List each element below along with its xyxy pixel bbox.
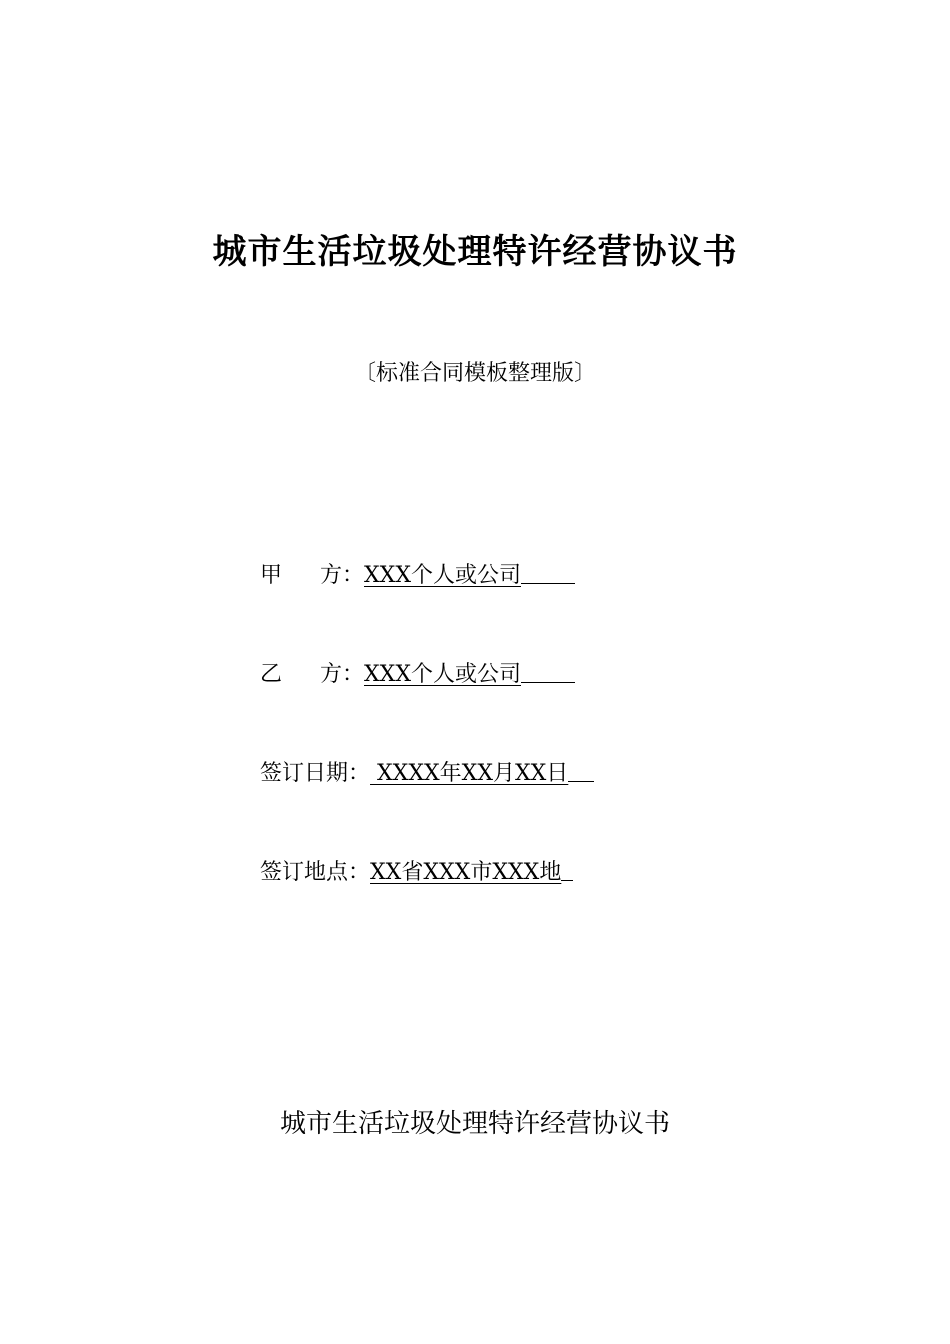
party-b-label	[260, 658, 364, 692]
document-subtitle: 〔标准合同模板整理版〕	[353, 361, 596, 386]
party-a-label-suffix: 方：	[319, 563, 364, 588]
signing-place-label: 签订地点：	[260, 860, 371, 885]
signing-date-field	[260, 757, 594, 791]
party-a-field	[260, 559, 575, 593]
signing-place-value: XX省XXX市XXX地	[370, 860, 562, 885]
party-b-value: XXX个人或公司	[364, 662, 521, 687]
signing-date-blank-line	[568, 780, 594, 782]
party-a-value: XXX个人或公司	[364, 563, 521, 588]
signing-place-blank-line	[561, 879, 573, 881]
signing-date-label: 签订日期：	[260, 761, 371, 786]
party-b-blank-line	[521, 681, 575, 683]
party-b-label-char: 乙	[260, 662, 283, 687]
party-a-blank-line	[521, 582, 575, 584]
party-b-field	[260, 658, 575, 692]
signing-date-value: XXXX年XX月XX日	[370, 761, 569, 786]
party-a-label-char: 甲	[260, 563, 283, 588]
section-title: 城市生活垃圾处理特许经营协议书	[279, 1109, 670, 1139]
document-title: 城市生活垃圾处理特许经营协议书	[212, 232, 738, 272]
signing-place-field	[260, 856, 573, 890]
party-b-label-suffix: 方：	[319, 662, 364, 687]
party-a-label	[260, 559, 364, 593]
